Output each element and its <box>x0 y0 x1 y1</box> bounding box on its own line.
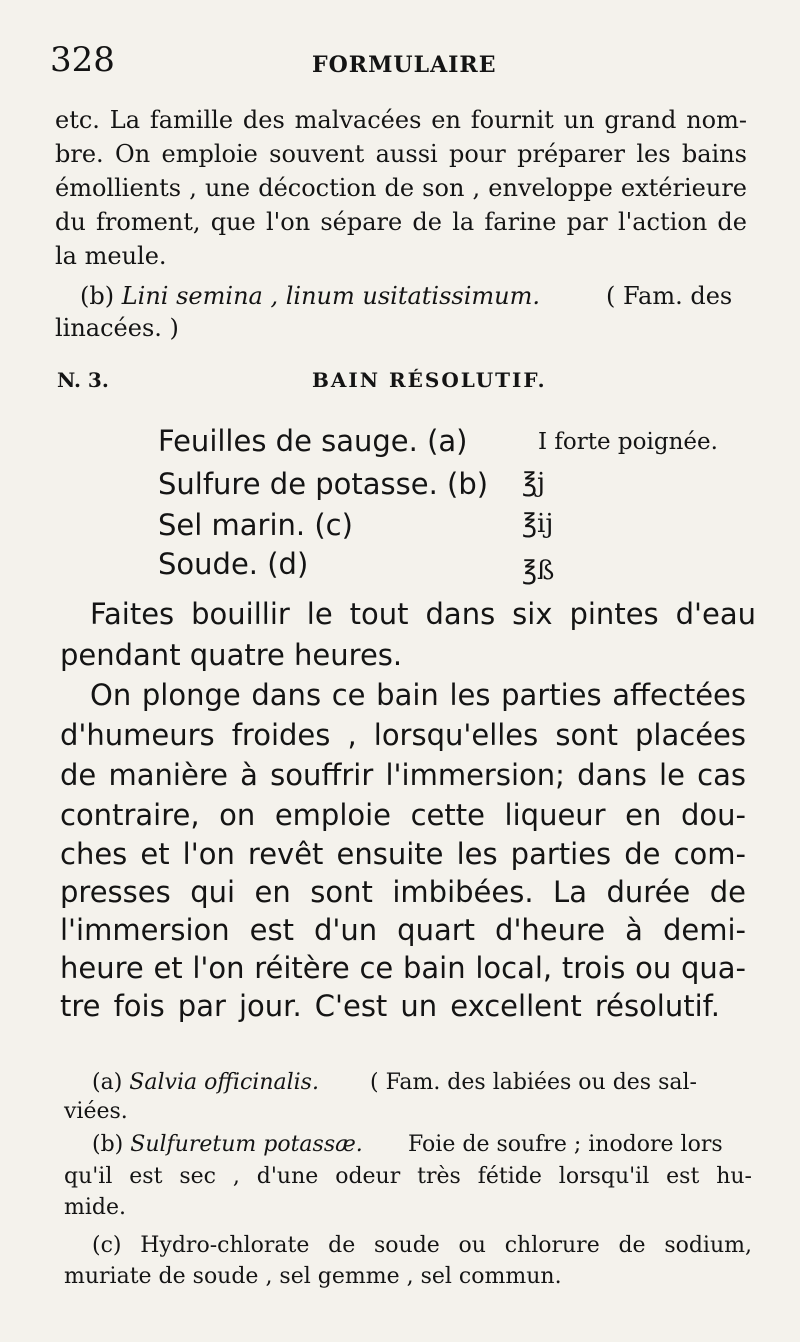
text-line: Faites bouillir le tout dans six pintes d'eau <box>90 597 756 631</box>
text-line: ches et l'on revêt ensuite les parties de com- <box>60 837 746 871</box>
footnote-marker: (b) <box>80 282 115 310</box>
ingredient-name: Sel marin. (c) <box>158 508 353 542</box>
footnote-rest: Foie de soufre ; inodore lors <box>408 1132 723 1157</box>
ingredient-name: Soude. (d) <box>158 547 309 581</box>
footnote-b-line <box>92 1132 363 1157</box>
text-line: etc. La famille des malvacées en fournit un grand nom- <box>55 106 747 134</box>
text-line: On plonge dans ce bain les parties affectées <box>90 678 746 712</box>
recipe-title: BAIN RÉSOLUTIF. <box>312 368 547 392</box>
footnote-latin: Lini semina , linum usitatissimum. <box>121 282 540 310</box>
text-line: pendant quatre heures. <box>60 638 403 672</box>
footnote-latin: Salvia officinalis. <box>129 1070 319 1095</box>
running-title: FORMULAIRE <box>312 52 497 78</box>
page-number: 328 <box>50 40 115 80</box>
recipe-number: N. 3. <box>57 368 109 392</box>
footnote-marker: (b) <box>92 1132 124 1157</box>
footnote-line: mide. <box>64 1195 126 1220</box>
footnote-line: linacées. ) <box>55 314 179 342</box>
text-line: l'immersion est d'un quart d'heure à demi- <box>60 913 746 947</box>
footnote-latin: Sulfuretum potassæ. <box>130 1132 363 1157</box>
text-line: presses qui en sont imbibées. La durée de <box>60 875 746 909</box>
ingredient-name: Feuilles de sauge. (a) <box>158 424 468 458</box>
footnote-line: muriate de soude , sel gemme , sel commun. <box>64 1264 562 1289</box>
footnote-line: qu'il est sec , d'une odeur très fétide lorsqu'il est hu- <box>64 1164 752 1189</box>
text-line: de manière à souffrir l'immersion; dans le cas <box>60 758 746 792</box>
footnote-a-line <box>92 1070 319 1095</box>
ingredient-quantity: ℥j <box>522 468 546 498</box>
text-line: bre. On emploie souvent aussi pour préparer les bains <box>55 140 747 168</box>
footnote-line: viées. <box>64 1099 128 1124</box>
ingredient-name: Sulfure de potasse. (b) <box>158 467 489 501</box>
footnote-rest: ( Fam. des <box>606 282 733 310</box>
footnote-c-line: (c) Hydro-chlorate de soude ou chlorure de sodium, <box>92 1233 752 1258</box>
footnote-line <box>80 280 540 312</box>
ingredient-quantity: ℥ij <box>522 509 554 539</box>
text-line: émollients , une décoction de son , enveloppe extérieure <box>55 174 747 202</box>
text-line: d'humeurs froides , lorsqu'elles sont placées <box>60 718 746 752</box>
text-line: du froment, que l'on sépare de la farine par l'action de <box>55 208 747 236</box>
text-line: heure et l'on réitère ce bain local, trois ou qua- <box>60 951 746 985</box>
ingredient-quantity: I forte poignée. <box>538 429 718 455</box>
text-line: la meule. <box>55 242 167 270</box>
text-line: tre fois par jour. C'est un excellent résolutif. <box>60 989 720 1023</box>
text-line: contraire, on emploie cette liqueur en dou- <box>60 798 746 832</box>
footnote-rest: ( Fam. des labiées ou des sal- <box>370 1070 697 1095</box>
footnote-marker: (a) <box>92 1070 123 1095</box>
ingredient-quantity: ℥ß <box>522 556 555 586</box>
